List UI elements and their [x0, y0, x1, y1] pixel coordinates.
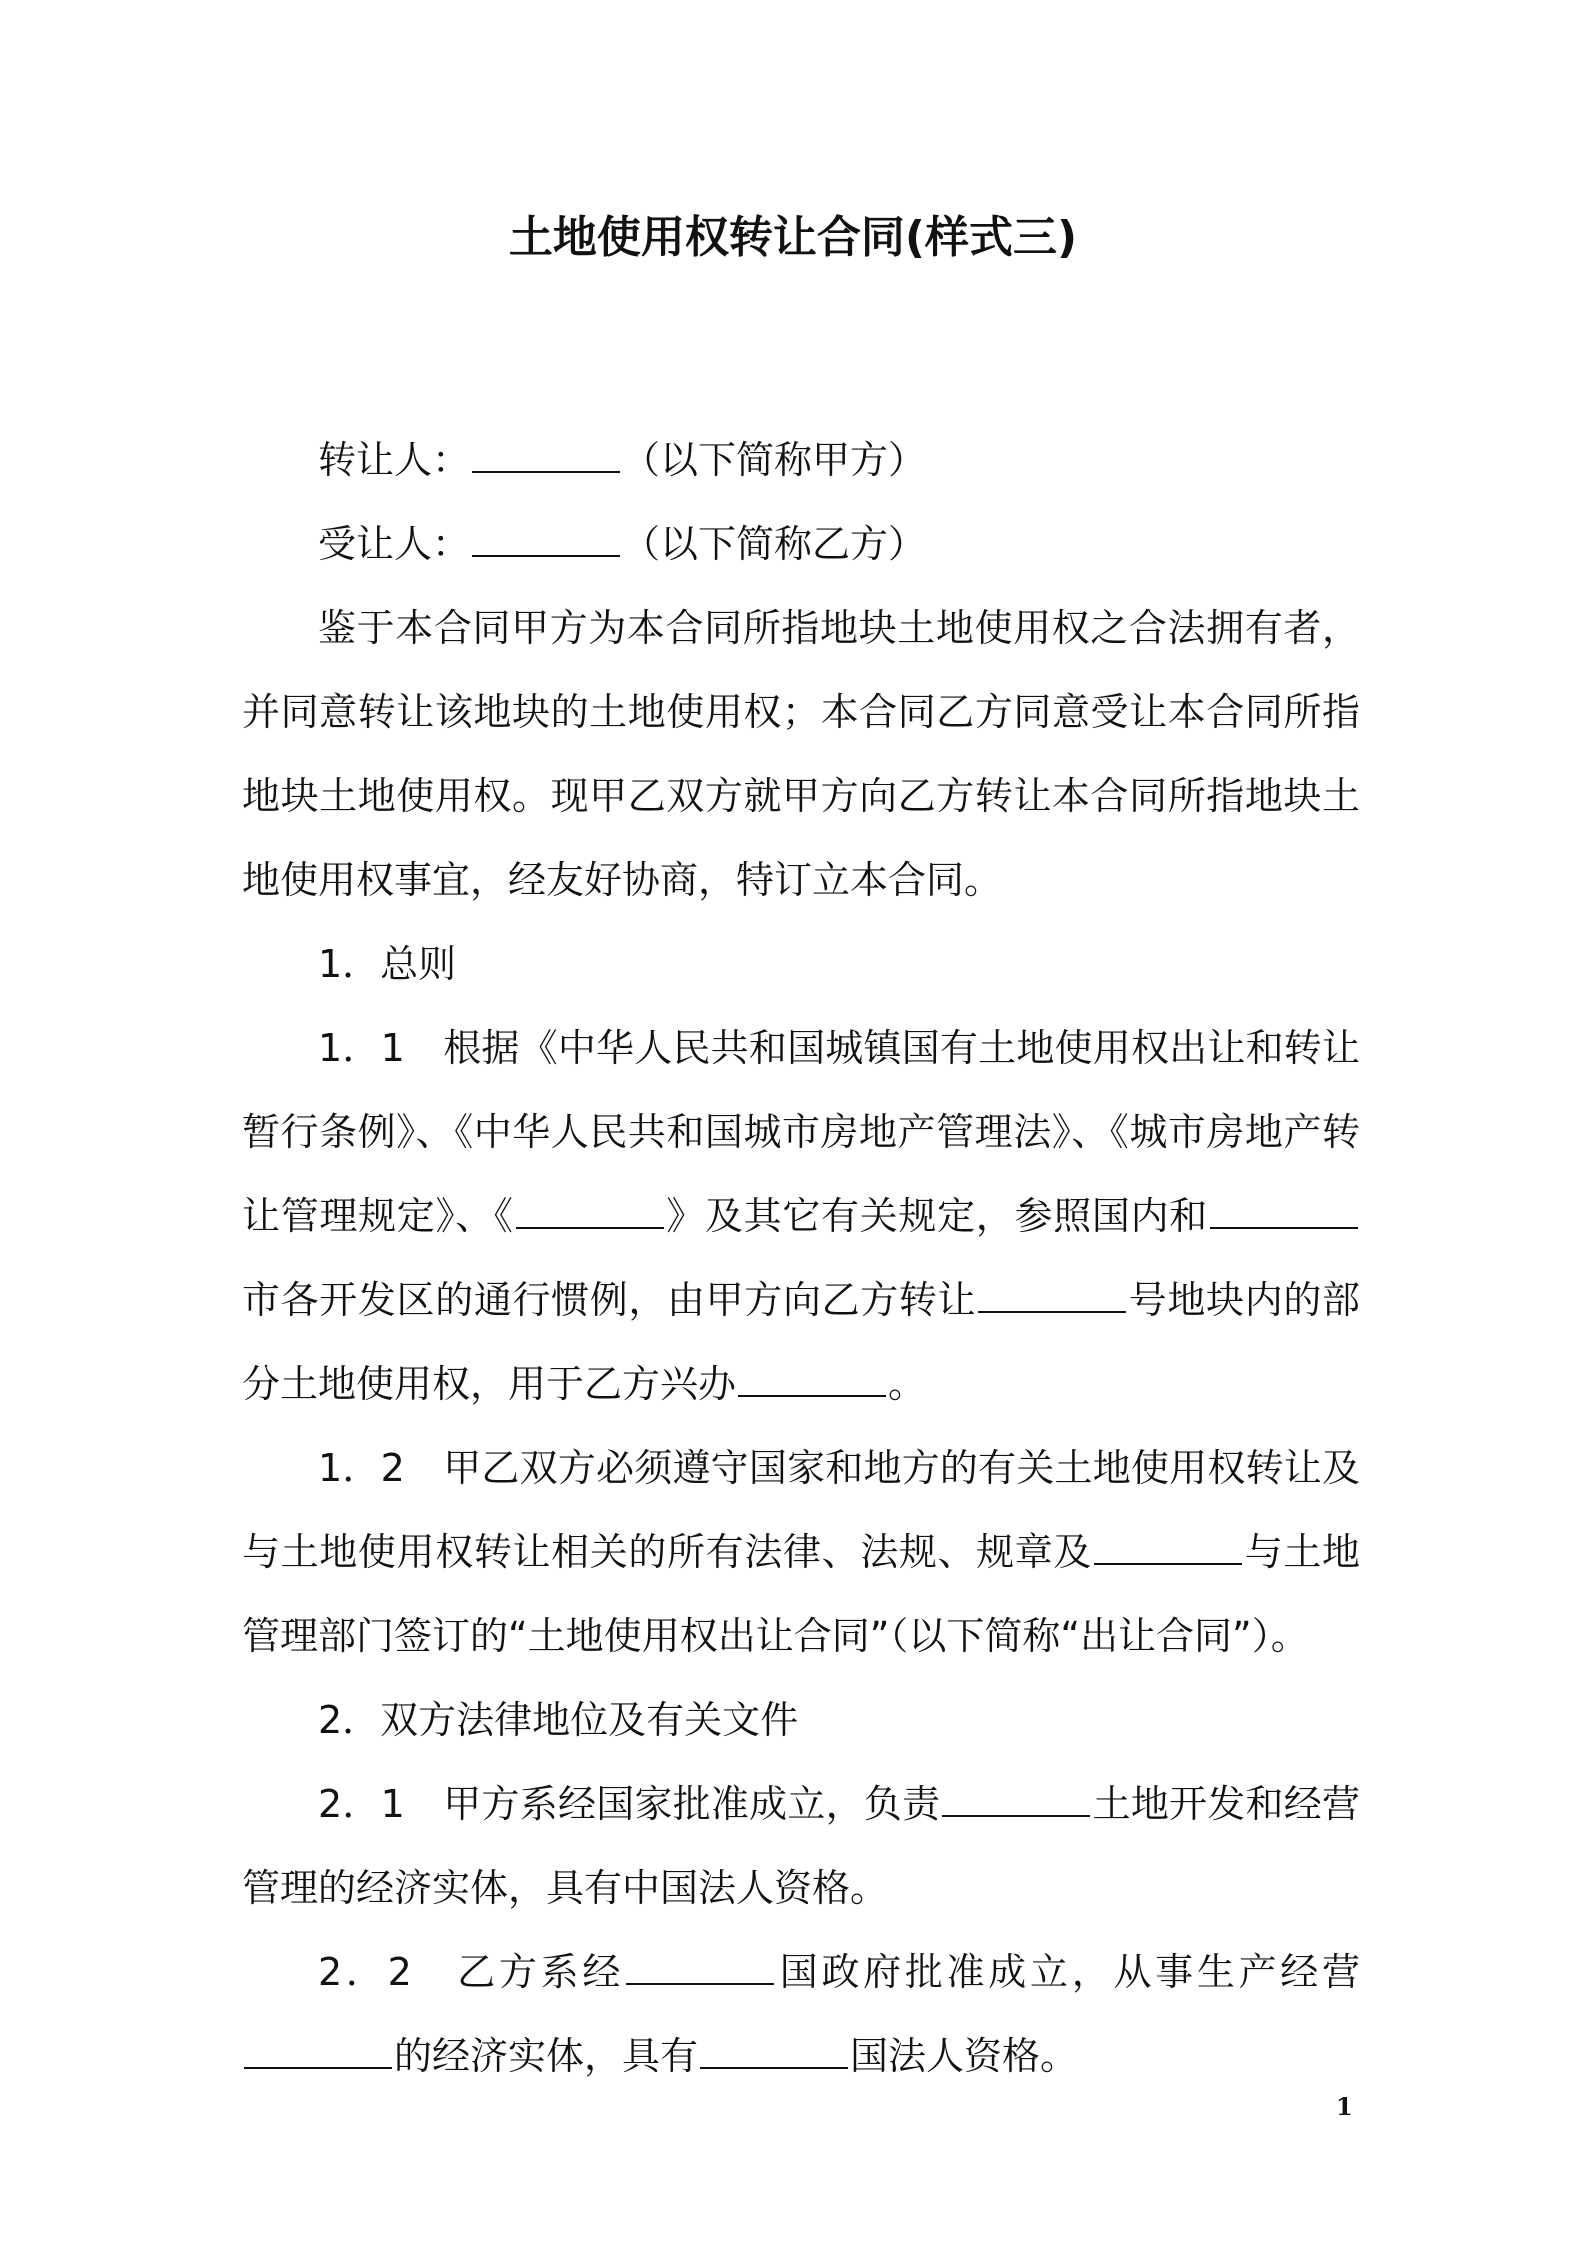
fill-blank: [978, 1281, 1126, 1313]
clause-1-1: [242, 1006, 1360, 1426]
transferee-line: [242, 502, 1360, 586]
fill-blank: [516, 1197, 664, 1229]
fill-blank: [472, 525, 620, 557]
document-title: 土地使用权转让合同(样式三): [508, 212, 1078, 263]
section-heading-general: [242, 922, 1360, 1006]
fill-blank: [472, 441, 620, 473]
text-segment: 转让人：: [318, 438, 471, 482]
fill-blank: [1210, 1197, 1358, 1229]
fill-blank: [942, 1785, 1090, 1817]
fill-blank: [700, 2037, 848, 2069]
text-segment: 土地开发和经营管理的经济实体，具有中国法人资格。: [242, 1782, 1360, 1910]
text-segment: 》及其它有关规定，参照国内和: [665, 1194, 1208, 1238]
fill-blank: [738, 1365, 886, 1397]
text-segment: 2．2 乙方系经: [318, 1950, 625, 1994]
text-segment: 2．双方法律地位及有关文件: [318, 1698, 799, 1742]
text-segment: 国法人资格。: [850, 2034, 1079, 2078]
clause-1-2: [242, 1426, 1360, 1678]
preamble-paragraph: [242, 586, 1360, 922]
text-segment: 的经济实体，具有: [394, 2034, 699, 2078]
text-segment: 。: [888, 1362, 927, 1406]
fill-blank: [244, 2037, 392, 2069]
text-segment: （以下简称乙方）: [622, 522, 927, 566]
clause-2-1: [242, 1762, 1360, 1930]
transferor-line: [242, 418, 1360, 502]
text-segment: 号地块内的部分土地使用权，用于乙方兴办: [242, 1278, 1360, 1406]
text-segment: 2．1 甲方系经国家批准成立，负责: [318, 1782, 941, 1826]
fill-blank: [1094, 1533, 1242, 1565]
contract-body: [242, 418, 1360, 2098]
text-segment: 1．2 甲乙双方必须遵守国家和地方的有关土地使用权转让及与土地使用权转让相关的所有法律、法规、规章及: [242, 1446, 1360, 1574]
text-segment: 鉴于本合同甲方为本合同所指地块土地使用权之合法拥有者，并同意转让该地块的土地使用权；本合同乙方同意受让本合同所指地块土地使用权。现甲乙双方就甲方向乙方转让本合同所指地块土地使用权事宜，经友好协商，特订立本合同。: [242, 606, 1360, 902]
fill-blank: [626, 1953, 774, 1985]
text-segment: （以下简称甲方）: [622, 438, 927, 482]
page-number: 1: [1336, 2092, 1353, 2121]
text-segment: 1．总则: [318, 942, 457, 986]
text-segment: 1．1 根据《中华人民共和国城镇国有土地使用权出让和转让暂行条例》、《中华人民共和国城市房地产管理法》、《城市房地产转让管理规定》、《: [242, 1026, 1360, 1238]
text-segment: 国政府批准成立，从事生产经营: [776, 1950, 1360, 1994]
section-heading-legal-status: [242, 1678, 1360, 1762]
clause-2-2: [242, 1930, 1360, 2098]
text-segment: 与土地管理部门签订的“土地使用权出让合同”（以下简称“出让合同”）。: [242, 1530, 1360, 1658]
text-segment: 市各开发区的通行惯例，由甲方向乙方转让: [242, 1278, 977, 1322]
text-segment: 受让人：: [318, 522, 471, 566]
